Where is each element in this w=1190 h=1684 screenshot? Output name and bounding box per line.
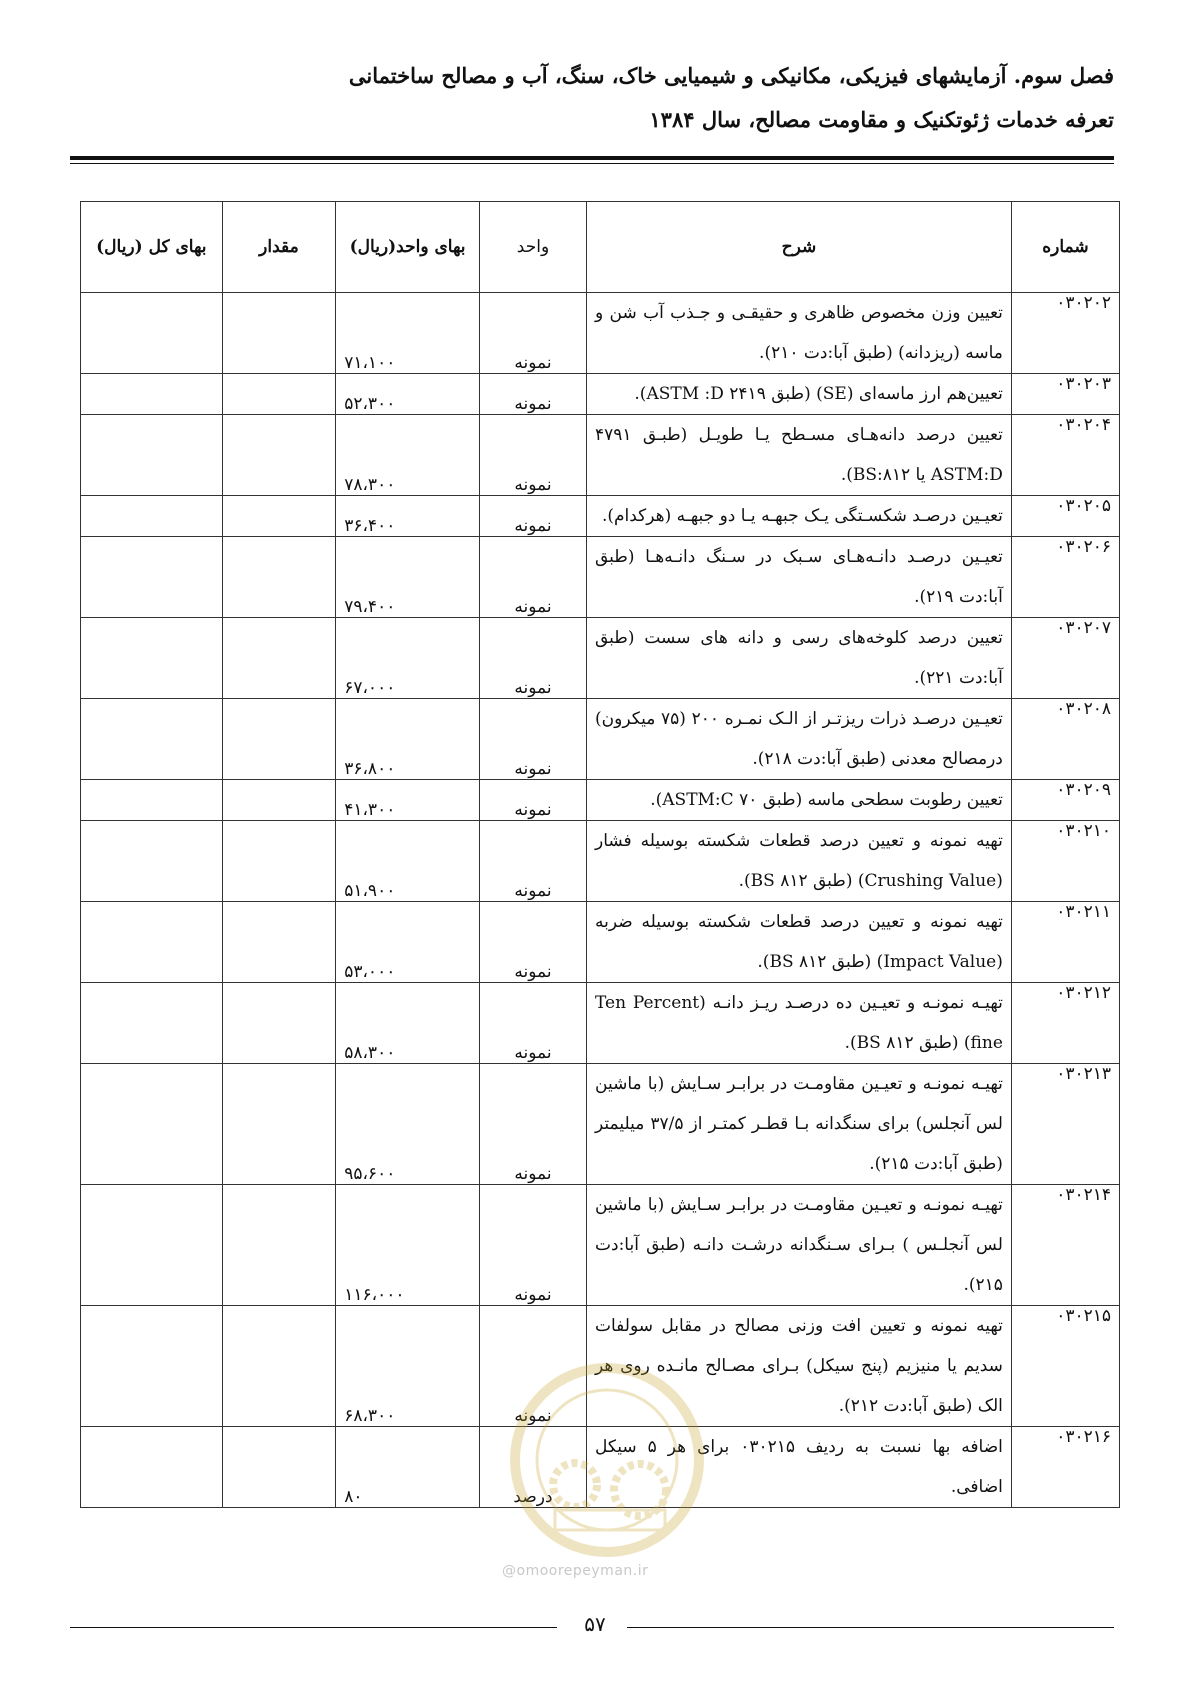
row-quantity — [222, 1185, 336, 1306]
row-description: اضافه بها نسبت به ردیف ۰۳۰۲۱۵ برای هر ۵ سیکل اضافی. — [587, 1427, 1012, 1508]
row-unit-price: ۵۲،۳۰۰ — [336, 374, 480, 415]
col-header-desc: شرح — [587, 202, 1012, 293]
table-row — [81, 1064, 1120, 1185]
row-quantity — [222, 293, 336, 374]
table-row — [81, 821, 1120, 902]
row-description: تعیین‌هم ارز ماسه‌ای (SE) (طبق ۲۴۱۹ ASTM :D). — [587, 374, 1012, 415]
col-header-total: بهای کل (ریال) — [81, 202, 223, 293]
row-unit-price: ۷۹،۴۰۰ — [336, 537, 480, 618]
row-total-price — [81, 1427, 223, 1508]
row-unit-price: ۵۸،۳۰۰ — [336, 983, 480, 1064]
row-description: تعیین رطوبت سطحی ماسه (طبق ۷۰ ASTM:C). — [587, 780, 1012, 821]
watermark-seal-icon — [495, 1355, 720, 1565]
header-rule-thick — [70, 156, 1114, 160]
row-unit-price: ۷۸،۳۰۰ — [336, 415, 480, 496]
row-description: تعیین درصد کلوخه‌های رسی و دانه های سست (طبق آبا:دت ۲۲۱). — [587, 618, 1012, 699]
row-total-price — [81, 983, 223, 1064]
row-quantity — [222, 1306, 336, 1427]
row-total-price — [81, 618, 223, 699]
row-quantity — [222, 618, 336, 699]
row-total-price — [81, 415, 223, 496]
row-code: ۰۳۰۲۱۰ — [1011, 821, 1119, 902]
row-description: تهیـه نمونـه و تعیـین ده درصـد ریـز دانـه (Ten Percent fine) (طبق ۸۱۲ BS). — [587, 983, 1012, 1064]
row-unit: درصد — [479, 1427, 586, 1508]
table-row — [81, 780, 1120, 821]
row-description: تهیه نمونه و تعیین افت وزنی مصالح در مقابل سولفات سدیم یا منیزیم (پنج سیکل) بـرای مصـالح مانـده روی هر الک (طبق آبا:دت ۲۱۲). — [587, 1306, 1012, 1427]
row-description: تهیه نمونه و تعیین درصد قطعات شکسته بوسیله ضربه (Impact Value) (طبق ۸۱۲ BS). — [587, 902, 1012, 983]
row-unit: نمونه — [479, 618, 586, 699]
watermark-text: @omoorepeyman.ir — [502, 1563, 649, 1579]
row-quantity — [222, 821, 336, 902]
row-unit-price: ۴۱،۳۰۰ — [336, 780, 480, 821]
row-description: تهیـه نمونـه و تعیـین مقاومـت در برابـر سـایش (با ماشین لس آنجلـس ) بـرای سـنگدانه درشـت دانـه (طبق آبا:دت ۲۱۵). — [587, 1185, 1012, 1306]
row-code: ۰۳۰۲۰۹ — [1011, 780, 1119, 821]
row-code: ۰۳۰۲۱۱ — [1011, 902, 1119, 983]
row-quantity — [222, 983, 336, 1064]
row-total-price — [81, 1064, 223, 1185]
row-quantity — [222, 415, 336, 496]
table-row — [81, 902, 1120, 983]
row-code: ۰۳۰۲۰۵ — [1011, 496, 1119, 537]
row-description: تهیـه نمونـه و تعیـین مقاومـت در برابـر سـایش (با ماشین لس آنجلس) برای سنگدانه بـا قطـر کمتـر از ۳۷/۵ میلیمتر (طبق آبا:دت ۲۱۵). — [587, 1064, 1012, 1185]
row-code: ۰۳۰۲۱۲ — [1011, 983, 1119, 1064]
row-code: ۰۳۰۲۱۵ — [1011, 1306, 1119, 1427]
page-header — [70, 58, 1114, 138]
row-total-price — [81, 537, 223, 618]
row-quantity — [222, 1064, 336, 1185]
table-row — [81, 374, 1120, 415]
row-code: ۰۳۰۲۱۴ — [1011, 1185, 1119, 1306]
header-rule-thin — [70, 163, 1114, 164]
col-header-code: شماره — [1011, 202, 1119, 293]
table-row — [81, 1185, 1120, 1306]
footer-rule-right — [627, 1627, 1114, 1628]
row-quantity — [222, 780, 336, 821]
row-code: ۰۳۰۲۰۸ — [1011, 699, 1119, 780]
table-row — [81, 618, 1120, 699]
row-total-price — [81, 1306, 223, 1427]
table-row — [81, 415, 1120, 496]
row-unit: نمونه — [479, 1064, 586, 1185]
row-description: تعیـین درصـد ذرات ریزتـر از الـک نمـره ۲۰۰ (۷۵ میکرون) درمصالح معدنی (طبق آبا:دت ۲۱۸). — [587, 699, 1012, 780]
tariff-table — [80, 201, 1120, 1508]
table-header-row — [81, 202, 1120, 293]
row-unit: نمونه — [479, 374, 586, 415]
row-unit: نمونه — [479, 780, 586, 821]
row-unit-price: ۶۷،۰۰۰ — [336, 618, 480, 699]
row-quantity — [222, 496, 336, 537]
row-unit: نمونه — [479, 699, 586, 780]
col-header-unit-price: بهای واحد(ریال) — [336, 202, 480, 293]
row-code: ۰۳۰۲۰۶ — [1011, 537, 1119, 618]
row-unit-price: ۳۶،۸۰۰ — [336, 699, 480, 780]
row-unit-price: ۵۳،۰۰۰ — [336, 902, 480, 983]
row-total-price — [81, 1185, 223, 1306]
page-number: ۵۷ — [584, 1612, 606, 1636]
table-row — [81, 699, 1120, 780]
chapter-title: فصل سوم. آزمایشهای فیزیکی، مکانیکی و شیمیایی خاک، سنگ، آب و مصالح ساختمانی — [348, 63, 1114, 88]
row-code: ۰۳۰۲۰۴ — [1011, 415, 1119, 496]
row-unit-price: ۷۱،۱۰۰ — [336, 293, 480, 374]
row-quantity — [222, 374, 336, 415]
row-unit-price: ۹۵،۶۰۰ — [336, 1064, 480, 1185]
row-quantity — [222, 1427, 336, 1508]
row-code: ۰۳۰۲۰۲ — [1011, 293, 1119, 374]
row-unit: نمونه — [479, 902, 586, 983]
row-unit: نمونه — [479, 983, 586, 1064]
row-unit: نمونه — [479, 821, 586, 902]
row-unit: نمونه — [479, 1185, 586, 1306]
row-unit-price: ۳۶،۴۰۰ — [336, 496, 480, 537]
row-unit: نمونه — [479, 1306, 586, 1427]
row-quantity — [222, 537, 336, 618]
table-row — [81, 496, 1120, 537]
row-unit: نمونه — [479, 415, 586, 496]
row-unit-price: ۱۱۶،۰۰۰ — [336, 1185, 480, 1306]
row-unit: نمونه — [479, 496, 586, 537]
row-unit-price: ۵۱،۹۰۰ — [336, 821, 480, 902]
row-description: تعیین درصد دانه‌هـای مسـطح یـا طویـل (طبـق ۴۷۹۱ ASTM:D یا BS:۸۱۲). — [587, 415, 1012, 496]
row-unit: نمونه — [479, 537, 586, 618]
row-total-price — [81, 496, 223, 537]
row-total-price — [81, 699, 223, 780]
table-row — [81, 293, 1120, 374]
row-total-price — [81, 902, 223, 983]
row-description: تعیـین درصـد شکسـتگی یـک جبهـه یـا دو جبهـه (هرکدام). — [587, 496, 1012, 537]
row-code: ۰۳۰۲۱۳ — [1011, 1064, 1119, 1185]
col-header-unit: واحد — [479, 202, 586, 293]
row-code: ۰۳۰۲۱۶ — [1011, 1427, 1119, 1508]
row-total-price — [81, 821, 223, 902]
row-total-price — [81, 374, 223, 415]
row-description: تعیین وزن مخصوص ظاهری و حقیقـی و جـذب آب شن و ماسه (ریزدانه) (طبق آبا:دت ۲۱۰). — [587, 293, 1012, 374]
table-row — [81, 537, 1120, 618]
row-description: تهیه نمونه و تعیین درصد قطعات شکسته بوسیله فشار (Crushing Value) (طبق ۸۱۲ BS). — [587, 821, 1012, 902]
row-total-price — [81, 293, 223, 374]
row-quantity — [222, 699, 336, 780]
tariff-subtitle: تعرفه خدمات ژئوتکنیک و مقاومت مصالح، سال ۱۳۸۴ — [649, 107, 1114, 132]
row-total-price — [81, 780, 223, 821]
row-quantity — [222, 902, 336, 983]
row-code: ۰۳۰۲۰۳ — [1011, 374, 1119, 415]
col-header-qty: مقدار — [222, 202, 336, 293]
row-unit: نمونه — [479, 293, 586, 374]
row-unit-price: ۸۰ — [336, 1427, 480, 1508]
table-row — [81, 983, 1120, 1064]
row-unit-price: ۶۸،۳۰۰ — [336, 1306, 480, 1427]
footer-rule-left — [70, 1627, 557, 1628]
row-description: تعیـین درصـد دانـه‌هـای سـبک در سـنگ دانـه‌هـا (طبق آبا:دت ۲۱۹). — [587, 537, 1012, 618]
row-code: ۰۳۰۲۰۷ — [1011, 618, 1119, 699]
